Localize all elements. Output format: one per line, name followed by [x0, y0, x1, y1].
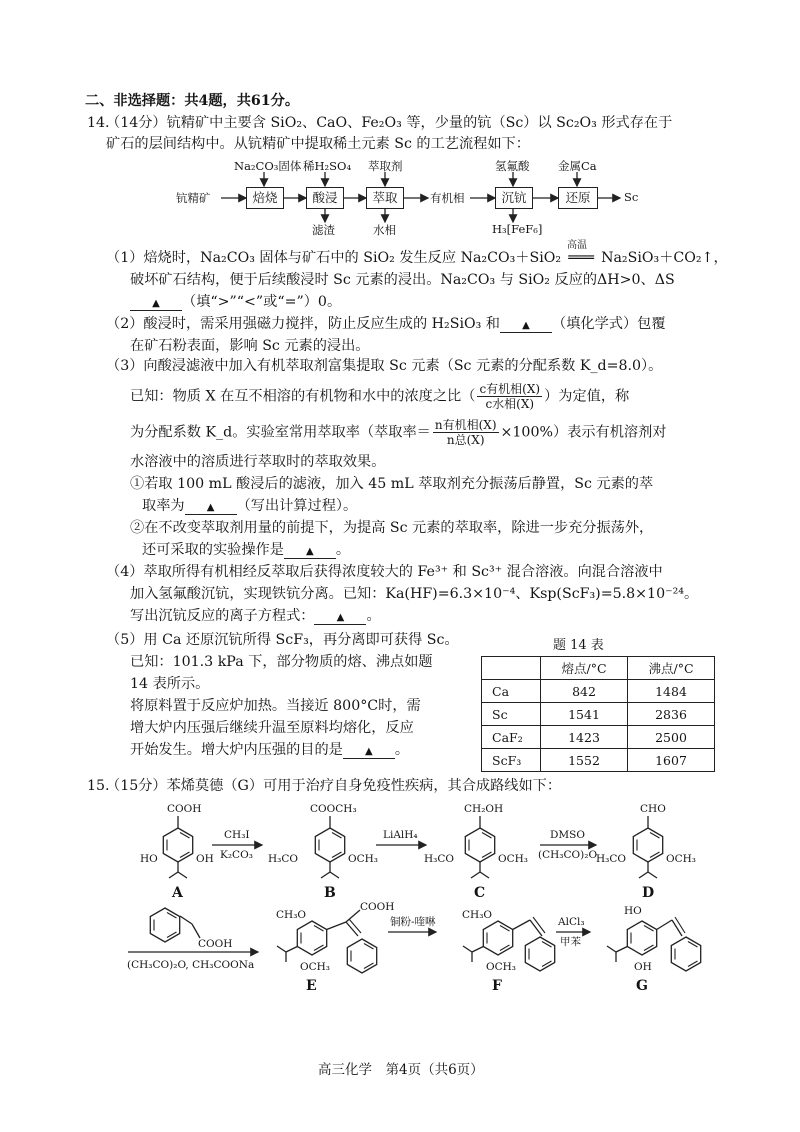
- melting-boiling-table: [481, 656, 715, 772]
- q14-part4-line3: 写出沉钪反应的离子方程式： ▲ 。: [130, 608, 381, 624]
- table-header-cell: 沸点/°C: [628, 657, 715, 680]
- q14-part3-sub2-line2: 还可采取的实验操作是 ▲ 。: [142, 542, 351, 558]
- q14-part1-line3: [130, 292, 341, 312]
- q14-part5-line3: 14 表所示。: [130, 676, 210, 692]
- q14-part2-line2: 在矿石粉表面，影响 Sc 元素的浸出。: [130, 338, 370, 354]
- known2-text-b: ×100%）表示有机溶剂对: [500, 424, 667, 441]
- q14-part5-line6: 开始发生。增大炉内压强的目的是 ▲ 。: [130, 742, 410, 758]
- table-row: [482, 703, 715, 726]
- reagent-label: LiAlH₄: [383, 829, 418, 841]
- flow-start-label: 钪精矿: [176, 191, 211, 205]
- q14-part2-line1: [106, 314, 666, 334]
- group-label: OH: [634, 961, 652, 973]
- table-row: [482, 749, 715, 772]
- flow-organic-phase-label: 有机相: [430, 191, 465, 205]
- flow-input-na2co3: Na₂CO₃固体: [234, 159, 302, 173]
- q14-part3-known1: [130, 382, 629, 411]
- table-cell: 1541: [541, 703, 628, 726]
- sub1-line2-b: （写出计算过程）。: [236, 498, 358, 514]
- reagent-label: AlCl₃: [558, 916, 585, 928]
- answer-blank[interactable]: ▲: [500, 320, 552, 333]
- table-cell: 1552: [541, 749, 628, 772]
- group-label: OCH₃: [666, 853, 697, 865]
- reaction-condition: [561, 240, 601, 268]
- page-footer: 高三化学 第4页（共6页）: [318, 1062, 484, 1078]
- flow-step-precipitate: 沉钪: [495, 187, 533, 209]
- q14-part3-line1: （3）向酸浸滤液中加入有机萃取剂富集提取 Sc 元素（Sc 元素的分配系数 K_d=8.0）。: [106, 358, 663, 374]
- table-row: [482, 726, 715, 749]
- reagent-label: (CH₃CO)₂O, CH₃COONa: [127, 959, 255, 971]
- compound-label: E: [306, 978, 317, 994]
- group-label: HO: [624, 905, 642, 917]
- group-label: HO: [140, 853, 158, 865]
- q14-part3-known2: [130, 418, 666, 447]
- fraction-denominator: c水相(X): [485, 397, 535, 411]
- table-cell: Sc: [482, 703, 541, 726]
- q14-part5-line5: 增大炉内压强后继续升温至原料均熔化，反应: [130, 720, 414, 736]
- distribution-fraction: [477, 382, 542, 411]
- table-cell: 842: [541, 680, 628, 703]
- flow-step-roast: 焙烧: [246, 187, 284, 209]
- part4-line3-text: 写出沉钪反应的离子方程式：: [130, 608, 315, 624]
- q14-part2-line1-b: （填化学式）包覆: [552, 316, 666, 332]
- phenylacetic-acid-structure: [150, 908, 232, 950]
- table-cell: 2500: [628, 726, 715, 749]
- q14-part1-line1-tail: Na₂SiO₃＋CO₂↑，: [601, 250, 728, 266]
- flow-input-ca: 金属Ca: [558, 159, 597, 173]
- q14-part3-sub1-line2: [142, 496, 357, 516]
- section-header: 二、非选择题：共4题，共61分。: [85, 93, 300, 109]
- fraction-numerator: c有机相(X): [479, 382, 541, 396]
- q14-number: 14.: [87, 115, 110, 131]
- reaction-condition-label: 高温: [567, 240, 588, 251]
- q14-part5-line2: 已知：101.3 kPa 下，部分物质的熔、沸点如题: [130, 654, 433, 670]
- group-label: CH₃O: [276, 909, 307, 921]
- q14-part2-line1-a: （2）酸浸时，需采用强磁力搅拌，防止反应生成的 H₂SiO₃ 和: [106, 316, 500, 332]
- reagent-label: 甲苯: [560, 936, 581, 948]
- flow-output-residue: 滤渣: [312, 223, 335, 237]
- sub2-line2-text: 还可采取的实验操作是: [142, 542, 284, 558]
- compound-b-structure: [268, 803, 378, 901]
- group-label: CHO: [640, 803, 666, 815]
- group-label: OH: [196, 853, 214, 865]
- compound-label: F: [492, 978, 502, 994]
- fraction-numerator: n有机相(X): [434, 418, 497, 432]
- table-cell: Ca: [482, 680, 541, 703]
- table-cell: 1423: [541, 726, 628, 749]
- compound-label: D: [642, 885, 655, 901]
- table-cell: 1484: [628, 680, 715, 703]
- part5-line6-text: 开始发生。增大炉内压强的目的是: [130, 742, 343, 758]
- table-cell: CaF₂: [482, 726, 541, 749]
- synthesis-route-diagram: [0, 790, 800, 1030]
- flow-output-h3fef6: H₃[FeF₆]: [492, 222, 543, 236]
- group-label: H₃CO: [596, 853, 627, 865]
- table-row: [482, 680, 715, 703]
- group-label: H₃CO: [424, 853, 455, 865]
- reagent-label: CH₃I: [224, 829, 250, 841]
- q14-part4-line2: 加入氢氟酸沉钪，实现铁钪分离。已知：Ka(HF)=6.3×10⁻⁴、Ksp(ScF₃)=5.8×10⁻²⁴。: [130, 586, 699, 602]
- compound-label: A: [172, 885, 183, 901]
- q15-number: 15.: [87, 778, 110, 794]
- group-label: CH₂OH: [464, 803, 504, 815]
- reagent-label: K₂CO₃: [220, 849, 253, 861]
- group-label: OCH₃: [348, 853, 379, 865]
- flow-output-aqueous: 水相: [373, 223, 396, 237]
- q14-part4-line1: （4）萃取所得有机相经反萃取后获得浓度较大的 Fe³⁺ 和 Sc³⁺ 混合溶液。向混合溶液中: [106, 564, 663, 580]
- table-cell: 2836: [628, 703, 715, 726]
- fraction-denominator: n总(X): [446, 433, 485, 447]
- flow-step-extract: 萃取: [366, 187, 404, 209]
- answer-blank[interactable]: ▲: [343, 746, 395, 759]
- flow-input-extractant: 萃取剂: [368, 159, 403, 173]
- q14-part1-line3-text: （填“>”“<”或“=”）0。: [182, 294, 342, 310]
- table-header-cell: [482, 657, 541, 680]
- equals-sign: ═══: [568, 250, 594, 266]
- group-label: CH₃O: [462, 909, 493, 921]
- group-label: OCH₃: [486, 961, 517, 973]
- answer-blank[interactable]: ▲: [185, 502, 237, 515]
- flow-step-reduce: 还原: [558, 187, 598, 209]
- flow-input-h2so4: 稀H₂SO₄: [303, 159, 352, 173]
- answer-blank[interactable]: ▲: [314, 612, 366, 625]
- table-caption: 题 14 表: [553, 638, 604, 653]
- known1-text-b: ）为定值，称: [544, 388, 630, 405]
- q14-part3-sub1-line1: ①若取 100 mL 酸浸后的滤液，加入 45 mL 萃取剂充分振荡后静置，Sc 元素的萃: [130, 476, 654, 492]
- known2-text-a: 为分配系数 K_d。实验室常用萃取率（萃取率＝: [130, 424, 431, 441]
- table-header-cell: 熔点/°C: [541, 657, 628, 680]
- group-label: OCH₃: [300, 961, 331, 973]
- q14-intro-line2: 矿石的层间结构中。从钪精矿中提取稀土元素 Sc 的工艺流程如下：: [106, 136, 530, 152]
- compound-g-structure: [607, 905, 701, 994]
- answer-blank[interactable]: ▲: [284, 546, 336, 559]
- flow-input-hf: 氢氟酸: [495, 159, 530, 173]
- compound-label: B: [324, 885, 336, 901]
- q14-part1-line1-text: （1）焙烧时，Na₂CO₃ 固体与矿石中的 SiO₂ 发生反应 Na₂CO₃＋SiO₂: [106, 250, 562, 266]
- flow-step-acid-leach: 酸浸: [306, 187, 344, 209]
- compound-e-structure: [276, 901, 394, 994]
- q14-part5-line1: （5）用 Ca 还原沉钪所得 ScF₃，再分离即可获得 Sc。: [106, 632, 459, 648]
- group-label: COOH: [167, 803, 202, 815]
- q14-part1-line2: 破坏矿石结构，便于后续酸浸时 Sc 元素的浸出。Na₂CO₃ 与 SiO₂ 反应的ΔH>0、ΔS: [130, 272, 675, 288]
- extraction-rate-fraction: [433, 418, 499, 447]
- reagent-label: (CH₃CO)₂O: [538, 849, 598, 861]
- q15-intro: （15分）苯烯莫德（G）可用于治疗自身免疫性疾病，其合成路线如下：: [106, 778, 562, 794]
- group-label: COOH: [360, 901, 395, 913]
- group-label: H₃CO: [268, 853, 299, 865]
- compound-label: G: [636, 978, 648, 994]
- compound-f-structure: [462, 909, 555, 994]
- group-label: OCH₃: [498, 853, 529, 865]
- table-cell: 1607: [628, 749, 715, 772]
- q14-part5-line4: 将原料置于反应炉加热。当接近 800°C时，需: [130, 698, 421, 714]
- group-label: COOH: [198, 938, 233, 950]
- group-label: COOCH₃: [310, 803, 357, 815]
- table-header-row: [482, 657, 715, 680]
- q14-part1-line1: [106, 240, 728, 268]
- q14-part3-known3: 水溶液中的溶质进行萃取时的萃取效果。: [130, 454, 386, 470]
- compound-d-structure: [596, 803, 696, 901]
- compound-a-structure: [140, 803, 214, 901]
- reagent-label: 铜粉-喹啉: [390, 916, 436, 928]
- reagent-label: DMSO: [550, 829, 585, 841]
- compound-c-structure: [424, 803, 528, 901]
- q14-intro-line1: （14分）钪精矿中主要含 SiO₂、CaO、Fe₂O₃ 等，少量的钪（Sc）以 Sc₂O₃ 形式存在于: [106, 115, 673, 131]
- compound-label: C: [474, 885, 486, 901]
- q14-part3-sub2-line1: ②在不改变萃取剂用量的前提下，为提高 Sc 元素的萃取率，除进一步充分振荡外，: [130, 520, 654, 536]
- answer-blank[interactable]: ▲: [130, 298, 182, 311]
- sub1-line2-a: 取率为: [142, 498, 185, 514]
- table-cell: ScF₃: [482, 749, 541, 772]
- known1-text-a: 已知：物质 X 在互不相溶的有机物和水中的浓度之比（: [130, 388, 476, 405]
- flow-end-label: Sc: [624, 190, 639, 204]
